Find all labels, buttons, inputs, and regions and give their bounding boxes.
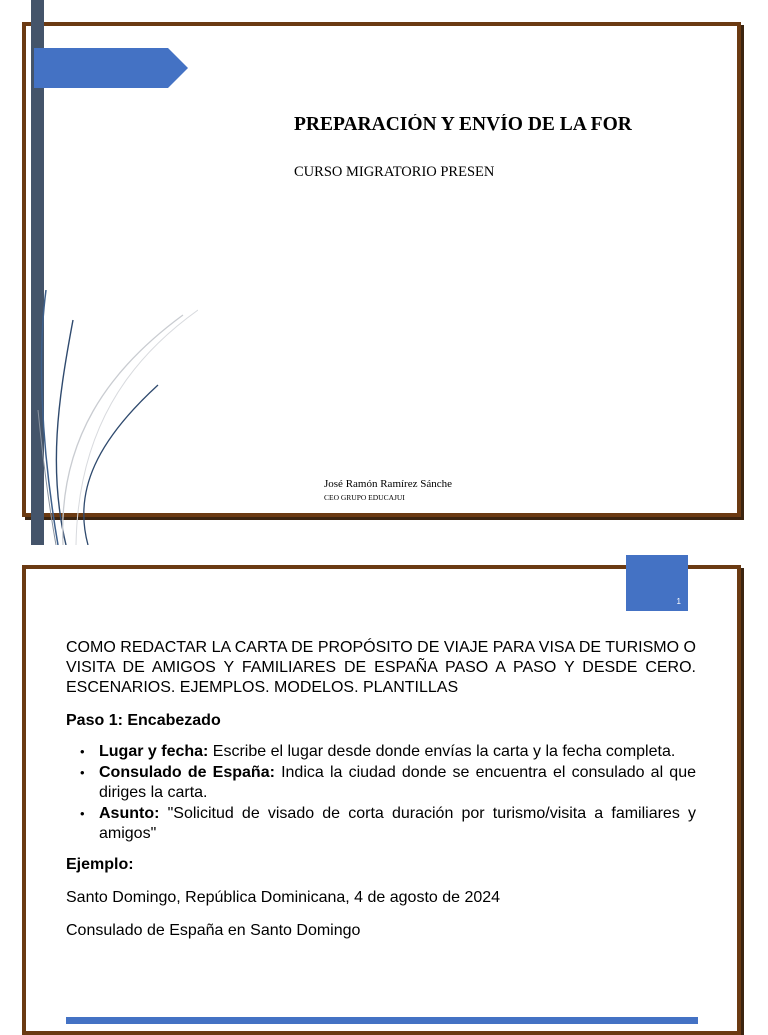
example-line: Consulado de España en Santo Domingo [66,922,361,939]
author-name: José Ramón Ramírez Sánche [324,478,452,490]
bullet-icon: • [80,806,85,821]
step-heading: Paso 1: Encabezado [66,712,221,729]
list-item [66,742,696,762]
example-label: Ejemplo: [66,856,134,873]
author-role: CEO GRUPO EDUCAJUI [324,493,405,502]
document-heading: COMO REDACTAR LA CARTA DE PROPÓSITO DE VIAJE PARA VISA DE TURISMO O VISITA DE AMIGOS Y FAMILIARES DE ESPAÑA PASO A PASO Y DESDE CERO. ESCENARIOS. EJEMPLOS. MODELOS. PLANTILLAS [66,639,696,696]
bullet-label: Lugar y fecha: [99,743,209,760]
list-item [66,763,696,803]
footer-band [66,1017,698,1024]
cover-subtitle: CURSO MIGRATORIO PRESEN [294,164,495,180]
bullet-text: Escribe el lugar desde donde envías la carta y la fecha completa. [208,743,676,760]
page-number: 1 [676,597,681,606]
bullet-icon: • [80,765,85,780]
page-body [66,638,696,954]
bullet-text: "Solicitud de visado de corta duración por turismo/visita a familiares y amigos" [99,805,696,842]
bullet-label: Asunto: [99,805,160,822]
bullet-label: Consulado de España: [99,764,275,781]
bullet-list [66,742,696,844]
bullet-text: Indica la ciudad donde se encuentra el consulado al que diriges la carta. [99,764,696,801]
arrow-banner-icon [34,48,188,88]
list-item [66,804,696,844]
decorative-swoosh-graphic [28,290,198,545]
bullet-icon: • [80,744,85,759]
example-line: Santo Domingo, República Dominicana, 4 de agosto de 2024 [66,889,501,906]
cover-title: PREPARACIÓN Y ENVÍO DE LA FOR [294,114,632,135]
page-number-box [626,555,688,611]
